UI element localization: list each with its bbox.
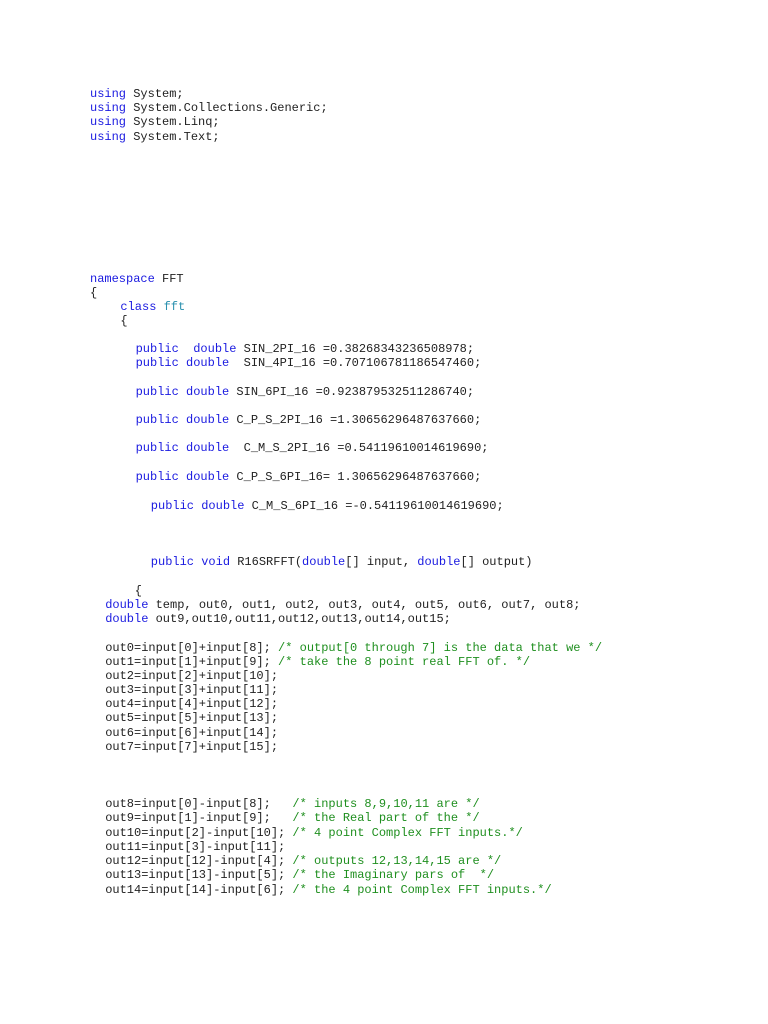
code-keyword: double <box>186 413 230 427</box>
code-line <box>105 683 278 697</box>
code-comment: /* output[0 through 7] is the data that we */ <box>278 641 603 655</box>
code-text: out9,out10,out11,out12,out13,out14,out15; <box>148 612 451 626</box>
code-text <box>156 300 163 314</box>
code-line <box>105 826 523 840</box>
code-text: out9=input[1]-input[9]; <box>105 811 293 825</box>
code-keyword: public <box>135 470 179 484</box>
code-line <box>136 441 489 455</box>
code-text: System.Linq; <box>126 115 220 129</box>
code-text: C_M_S_2PI_16 =0.54119610014619690; <box>229 441 489 455</box>
code-comment: /* inputs 8,9,10,11 are */ <box>292 797 480 811</box>
code-text: out8=input[0]-input[8]; <box>105 797 293 811</box>
code-line <box>151 555 533 569</box>
code-comment: /* 4 point Complex FFT inputs.*/ <box>292 826 523 840</box>
code-comment: /* the 4 point Complex FFT inputs.*/ <box>292 883 552 897</box>
code-text: System.Collections.Generic; <box>126 101 328 115</box>
code-line <box>105 711 278 725</box>
code-comment: /* the Imaginary pars of */ <box>292 868 495 882</box>
code-text: System.Text; <box>126 130 220 144</box>
code-line <box>136 342 474 356</box>
code-text: out1=input[1]+input[9]; <box>105 655 279 669</box>
code-comment: /* take the 8 point real FFT of. */ <box>278 655 531 669</box>
code-text: SIN_6PI_16 =0.923879532511286740; <box>229 385 475 399</box>
code-keyword: public <box>135 385 179 399</box>
code-text: out2=input[2]+input[10]; <box>105 669 279 683</box>
code-text: out7=input[7]+input[15]; <box>105 740 279 754</box>
code-text: out10=input[2]-input[10]; <box>105 826 293 840</box>
code-text: temp, out0, out1, out2, out3, out4, out5, out6, out7, out8; <box>148 598 581 612</box>
code-comment: /* the Real part of the */ <box>292 811 480 825</box>
code-line <box>120 300 185 314</box>
code-text: out6=input[6]+input[14]; <box>105 726 279 740</box>
code-text <box>179 385 186 399</box>
code-keyword: double <box>302 555 346 569</box>
code-line <box>105 811 479 825</box>
code-keyword: public <box>150 555 195 569</box>
code-keyword: public <box>135 413 179 427</box>
code-text: C_P_S_6PI_16= 1.30656296487637660; <box>229 470 482 484</box>
code-line <box>105 840 285 854</box>
code-line <box>90 115 220 129</box>
code-line <box>120 584 142 598</box>
code-text: out11=input[3]-input[11]; <box>105 840 286 854</box>
code-line <box>105 655 530 669</box>
code-line <box>136 413 482 427</box>
code-text: R16SRFFT( <box>230 555 303 569</box>
code-text: { <box>90 286 98 300</box>
code-keyword: using <box>90 101 127 115</box>
code-text: out12=input[12]-input[4]; <box>105 854 293 868</box>
code-type: fft <box>163 300 186 314</box>
code-line <box>105 697 278 711</box>
code-text <box>179 413 186 427</box>
code-keyword: double <box>186 356 230 370</box>
code-keyword: public <box>135 441 179 455</box>
code-keyword: using <box>90 87 127 101</box>
code-keyword: class <box>120 300 157 314</box>
code-line <box>105 797 479 811</box>
code-keyword: public <box>135 342 179 356</box>
code-keyword: double <box>193 342 237 356</box>
code-line <box>136 356 482 370</box>
code-keyword: public <box>150 499 195 513</box>
code-line <box>105 598 580 612</box>
code-text <box>179 470 186 484</box>
code-text: { <box>120 584 142 598</box>
code-text: out5=input[5]+input[13]; <box>105 711 279 725</box>
code-keyword: using <box>90 130 127 144</box>
code-keyword: double <box>186 385 230 399</box>
code-text: SIN_4PI_16 =0.707106781186547460; <box>229 356 482 370</box>
code-keyword: double <box>105 598 149 612</box>
code-line <box>90 130 220 144</box>
code-text: [] output) <box>460 555 533 569</box>
code-comment: /* outputs 12,13,14,15 are */ <box>292 854 502 868</box>
code-keyword: double <box>186 470 230 484</box>
code-line <box>105 726 278 740</box>
code-line <box>105 740 278 754</box>
code-line <box>136 470 482 484</box>
code-line <box>105 669 278 683</box>
code-text: [] input, <box>345 555 418 569</box>
code-line <box>105 883 551 897</box>
code-text <box>179 356 186 370</box>
code-text: C_M_S_6PI_16 =-0.54119610014619690; <box>244 499 504 513</box>
code-keyword: double <box>417 555 461 569</box>
code-line <box>136 385 474 399</box>
code-keyword: double <box>201 499 245 513</box>
code-line <box>105 612 451 626</box>
code-line <box>105 854 501 868</box>
code-text: C_P_S_2PI_16 =1.30656296487637660; <box>229 413 482 427</box>
code-line <box>90 286 97 300</box>
code-line <box>90 101 328 115</box>
code-text: out4=input[4]+input[12]; <box>105 697 279 711</box>
code-keyword: double <box>186 441 230 455</box>
code-text <box>179 441 186 455</box>
code-keyword: public <box>135 356 179 370</box>
code-text: FFT <box>154 272 184 286</box>
code-line <box>105 868 494 882</box>
code-text: out13=input[13]-input[5]; <box>105 868 293 882</box>
code-text: out0=input[0]+input[8]; <box>105 641 279 655</box>
code-text: System; <box>126 87 184 101</box>
code-text: out14=input[14]-input[6]; <box>105 883 293 897</box>
code-text: out3=input[3]+input[11]; <box>105 683 279 697</box>
code-line <box>120 314 127 328</box>
code-keyword: using <box>90 115 127 129</box>
code-line <box>151 499 504 513</box>
code-line <box>105 641 602 655</box>
code-keyword: namespace <box>90 272 155 286</box>
code-line <box>90 272 184 286</box>
code-text: { <box>120 314 128 328</box>
code-keyword: double <box>105 612 149 626</box>
code-line <box>90 87 184 101</box>
code-keyword: void <box>201 555 231 569</box>
code-text <box>179 342 193 356</box>
code-text: SIN_2PI_16 =0.38268343236508978; <box>236 342 475 356</box>
